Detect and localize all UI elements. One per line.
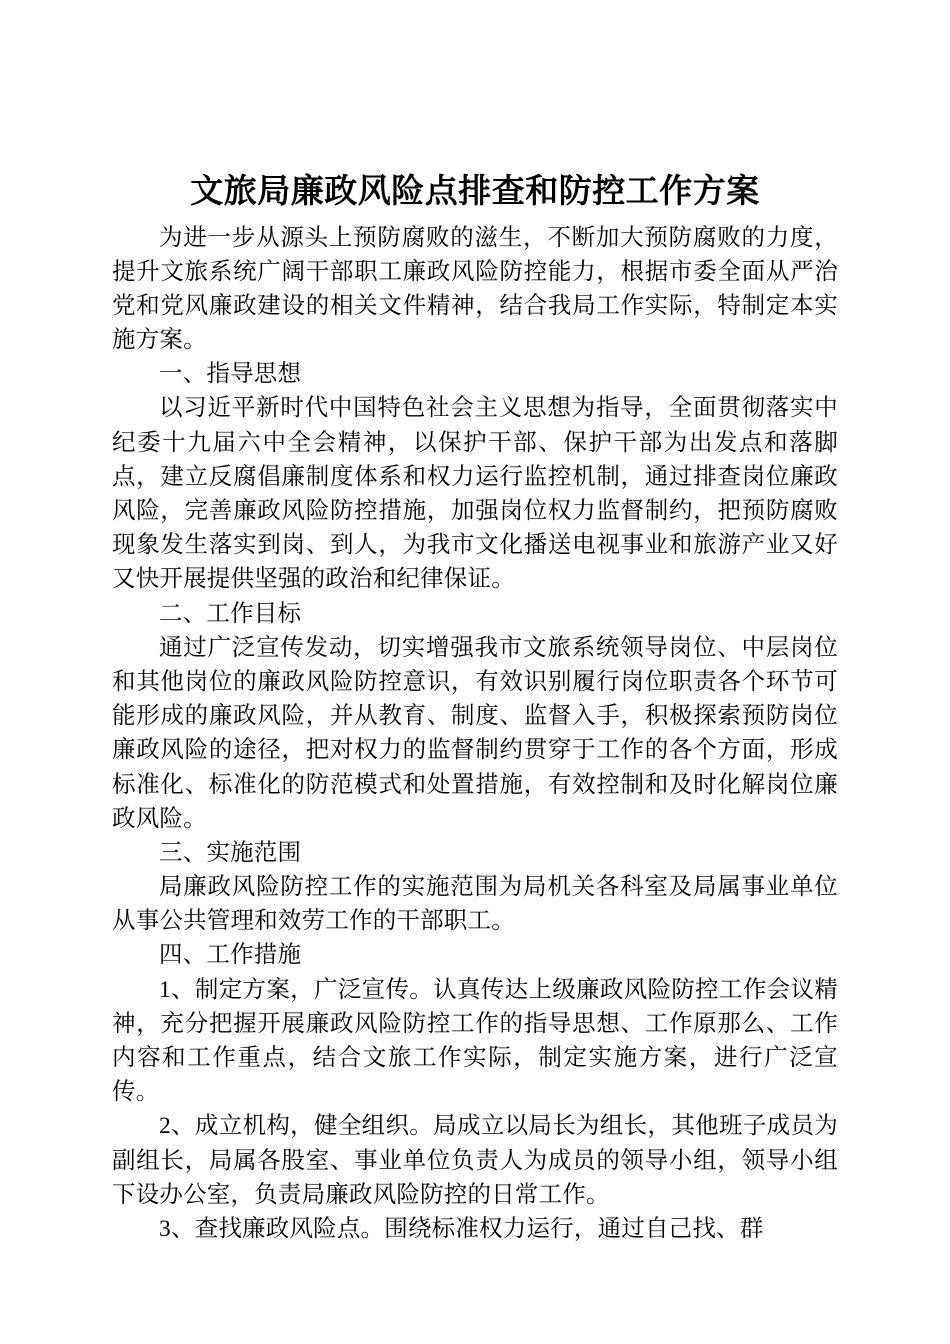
paragraph-guiding-ideology: 以习近平新时代中国特色社会主义思想为指导，全面贯彻落实中纪委十九届六中全会精神，以保护干部、保护干部为出发点和落脚点，建立反腐倡廉制度体系和权力运行监控机制，通过排查岗位廉政风险，完善廉政风险防控措施，加强岗位权力监督制约，把预防腐败现象发生落实到岗、到人，为我市文化播送电视事业和旅游产业又好又快开展提供坚强的政治和纪律保证。 — [112, 395, 838, 593]
paragraph-measure-3: 3、查找廉政风险点。围绕标准权力运行，通过自己找、群 — [159, 1215, 764, 1242]
paragraph-measure-2: 2、成立机构，健全组织。局成立以局长为组长，其他班子成员为副组长，局属各股室、事业单位负责人为成员的领导小组，领导小组下设办公室，负责局廉政风险防控的日常工作。 — [112, 1113, 838, 1208]
section-heading-1: 一、指导思想 — [159, 361, 302, 388]
paragraph-measure-1: 1、制定方案，广泛宣传。认真传达上级廉政风险防控工作会议精神，充分把握开展廉政风险防控工作的指导思想、工作原那么、工作内容和工作重点，结合文旅工作实际，制定实施方案，进行广泛宣传。 — [112, 976, 838, 1106]
document-body — [112, 221, 838, 1247]
paragraph-scope: 局廉政风险防控工作的实施范围为局机关各科室及局属事业单位从事公共管理和效劳工作的干部职工。 — [112, 874, 838, 935]
paragraph-work-goals: 通过广泛宣传发动，切实增强我市文旅系统领导岗位、中层岗位和其他岗位的廉政风险防控意识，有效识别履行岗位职责各个环节可能形成的廉政风险，并从教育、制度、监督入手，积极探索预防岗位廉政风险的途径，把对权力的监督制约贯穿于工作的各个方面，形成标准化、标准化的防范模式和处置措施，有效控制和及时化解岗位廉政风险。 — [112, 634, 838, 832]
section-heading-4: 四、工作措施 — [159, 942, 302, 969]
section-heading-3: 三、实施范围 — [159, 839, 302, 866]
paragraph-intro: 为进一步从源头上预防腐败的滋生，不断加大预防腐败的力度，提升文旅系统广阔干部职工廉政风险防控能力，根据市委全面从严治党和党风廉政建设的相关文件精神，结合我局工作实际，特制定本实施方案。 — [112, 224, 838, 354]
section-heading-2: 二、工作目标 — [159, 600, 302, 627]
page-title: 文旅局廉政风险点排查和防控工作方案 — [190, 174, 760, 210]
